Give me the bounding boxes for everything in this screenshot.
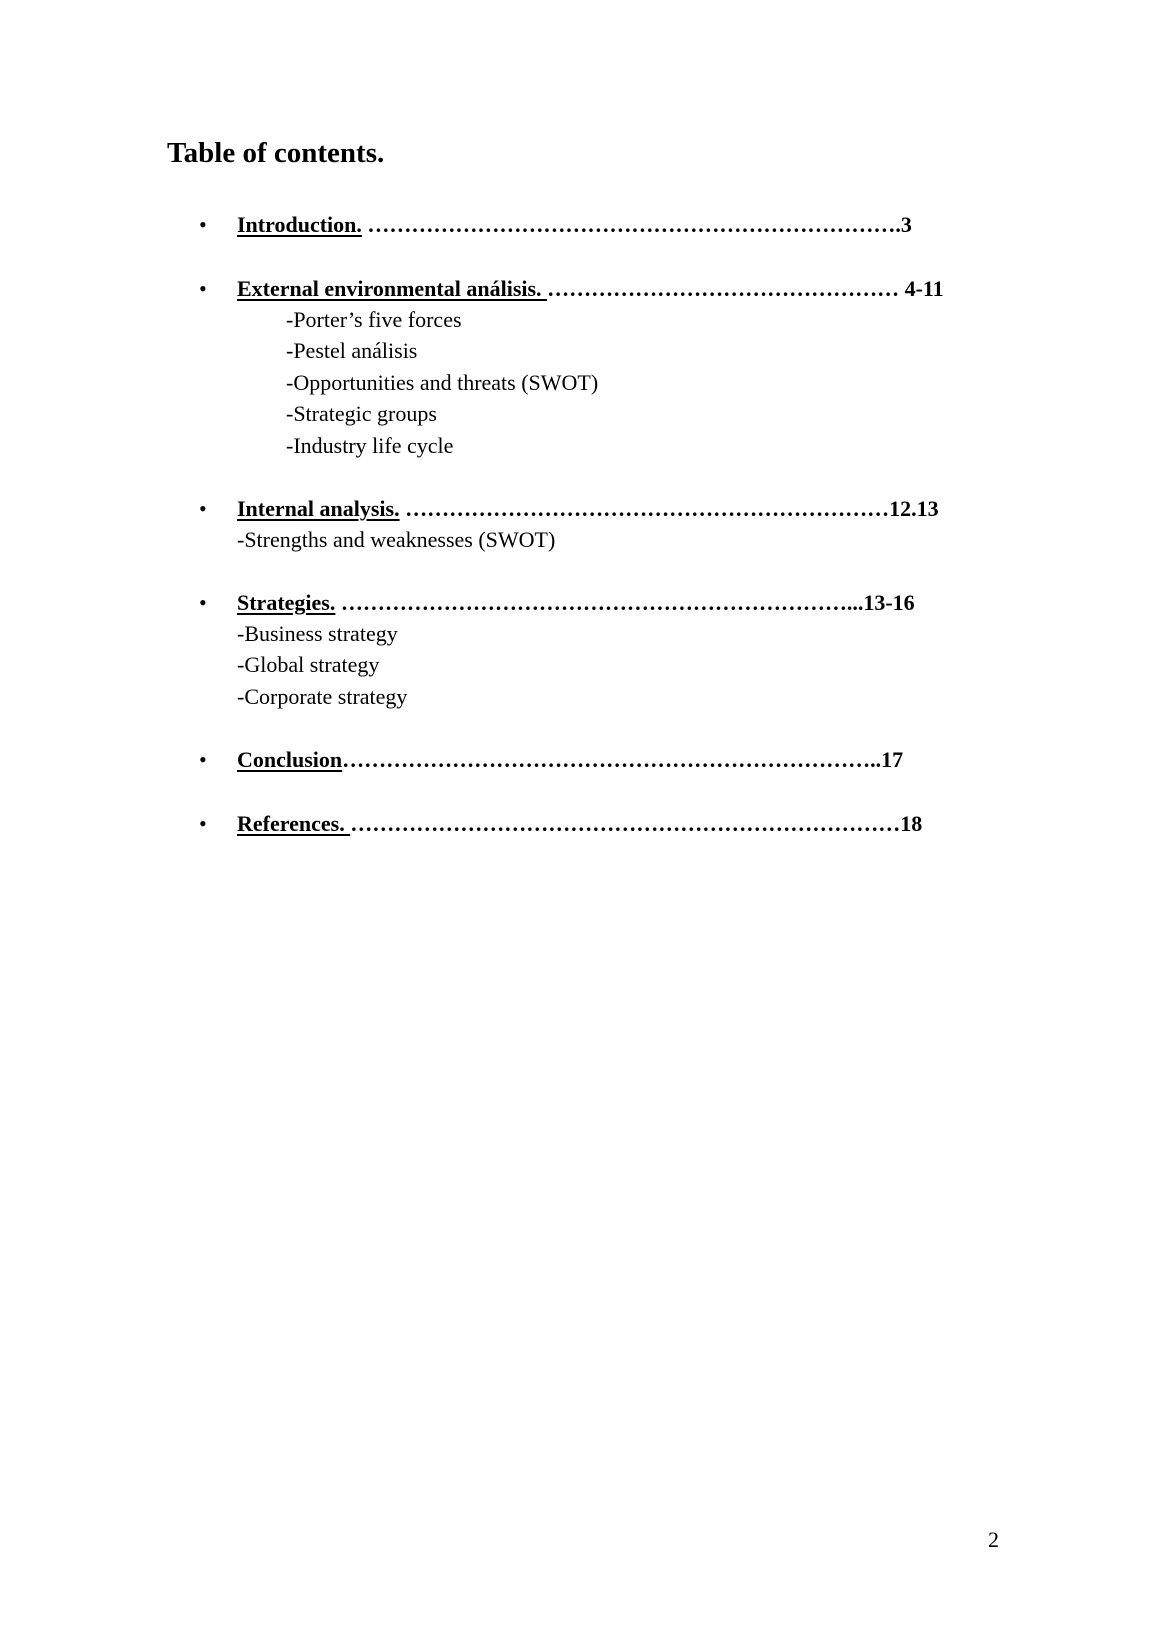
- bullet-icon: •: [199, 811, 207, 836]
- toc-entry-label[interactable]: Conclusion: [237, 747, 343, 772]
- toc-entry-leader-page: ………………………………………………………………..17: [342, 747, 904, 772]
- toc-entry-leader-page: …………………………………………………………………18: [350, 811, 923, 836]
- toc-entry-line[interactable]: [237, 273, 944, 304]
- toc-entry-line[interactable]: [237, 808, 922, 839]
- toc-entry-label[interactable]: Strategies.: [237, 590, 336, 615]
- toc-subitem-list: [286, 304, 598, 461]
- toc-entry-label[interactable]: Introduction.: [237, 212, 362, 237]
- toc-entry-line[interactable]: [237, 744, 903, 775]
- toc-subitem: -Opportunities and threats (SWOT): [286, 369, 599, 395]
- toc-entry-line[interactable]: [237, 209, 912, 240]
- bullet-icon: •: [199, 212, 207, 237]
- toc-entry-label[interactable]: External environmental análisis.: [237, 276, 548, 301]
- bullet-icon: •: [199, 590, 207, 615]
- toc-subitem: -Business strategy: [237, 621, 398, 646]
- toc-entry-leader-page: ………………………………………… 4-11: [547, 276, 944, 301]
- toc-entry-label[interactable]: Internal analysis.: [237, 496, 400, 521]
- page-title: Table of contents.: [167, 137, 385, 169]
- bullet-icon: •: [199, 496, 207, 521]
- toc-subitem-list: [237, 524, 555, 555]
- toc-entry-leader-page: …………………………………………………………12.13: [399, 496, 939, 521]
- toc-subitem: -Global strategy: [237, 652, 380, 678]
- toc-subitem: -Strengths and weaknesses (SWOT): [237, 527, 556, 552]
- toc-entry-leader-page: ……………………………………………………………….3: [361, 212, 912, 237]
- toc-subitem: -Industry life cycle: [286, 432, 454, 458]
- toc-entry-line[interactable]: [237, 493, 939, 524]
- toc-subitem: -Strategic groups: [286, 401, 437, 427]
- page-number: 2: [988, 1527, 999, 1552]
- bullet-icon: •: [199, 276, 207, 301]
- toc-subitem-list: [237, 618, 407, 712]
- toc-subitem: -Corporate strategy: [237, 683, 408, 709]
- toc-entry-line[interactable]: [237, 587, 915, 618]
- toc-entry-leader-page: ……………………………………………………………...13-16: [335, 590, 915, 615]
- bullet-icon: •: [199, 747, 207, 772]
- toc-subitem: -Pestel análisis: [286, 338, 418, 364]
- toc-subitem: -Porter’s five forces: [286, 307, 462, 332]
- toc-entry-label[interactable]: References.: [237, 811, 351, 836]
